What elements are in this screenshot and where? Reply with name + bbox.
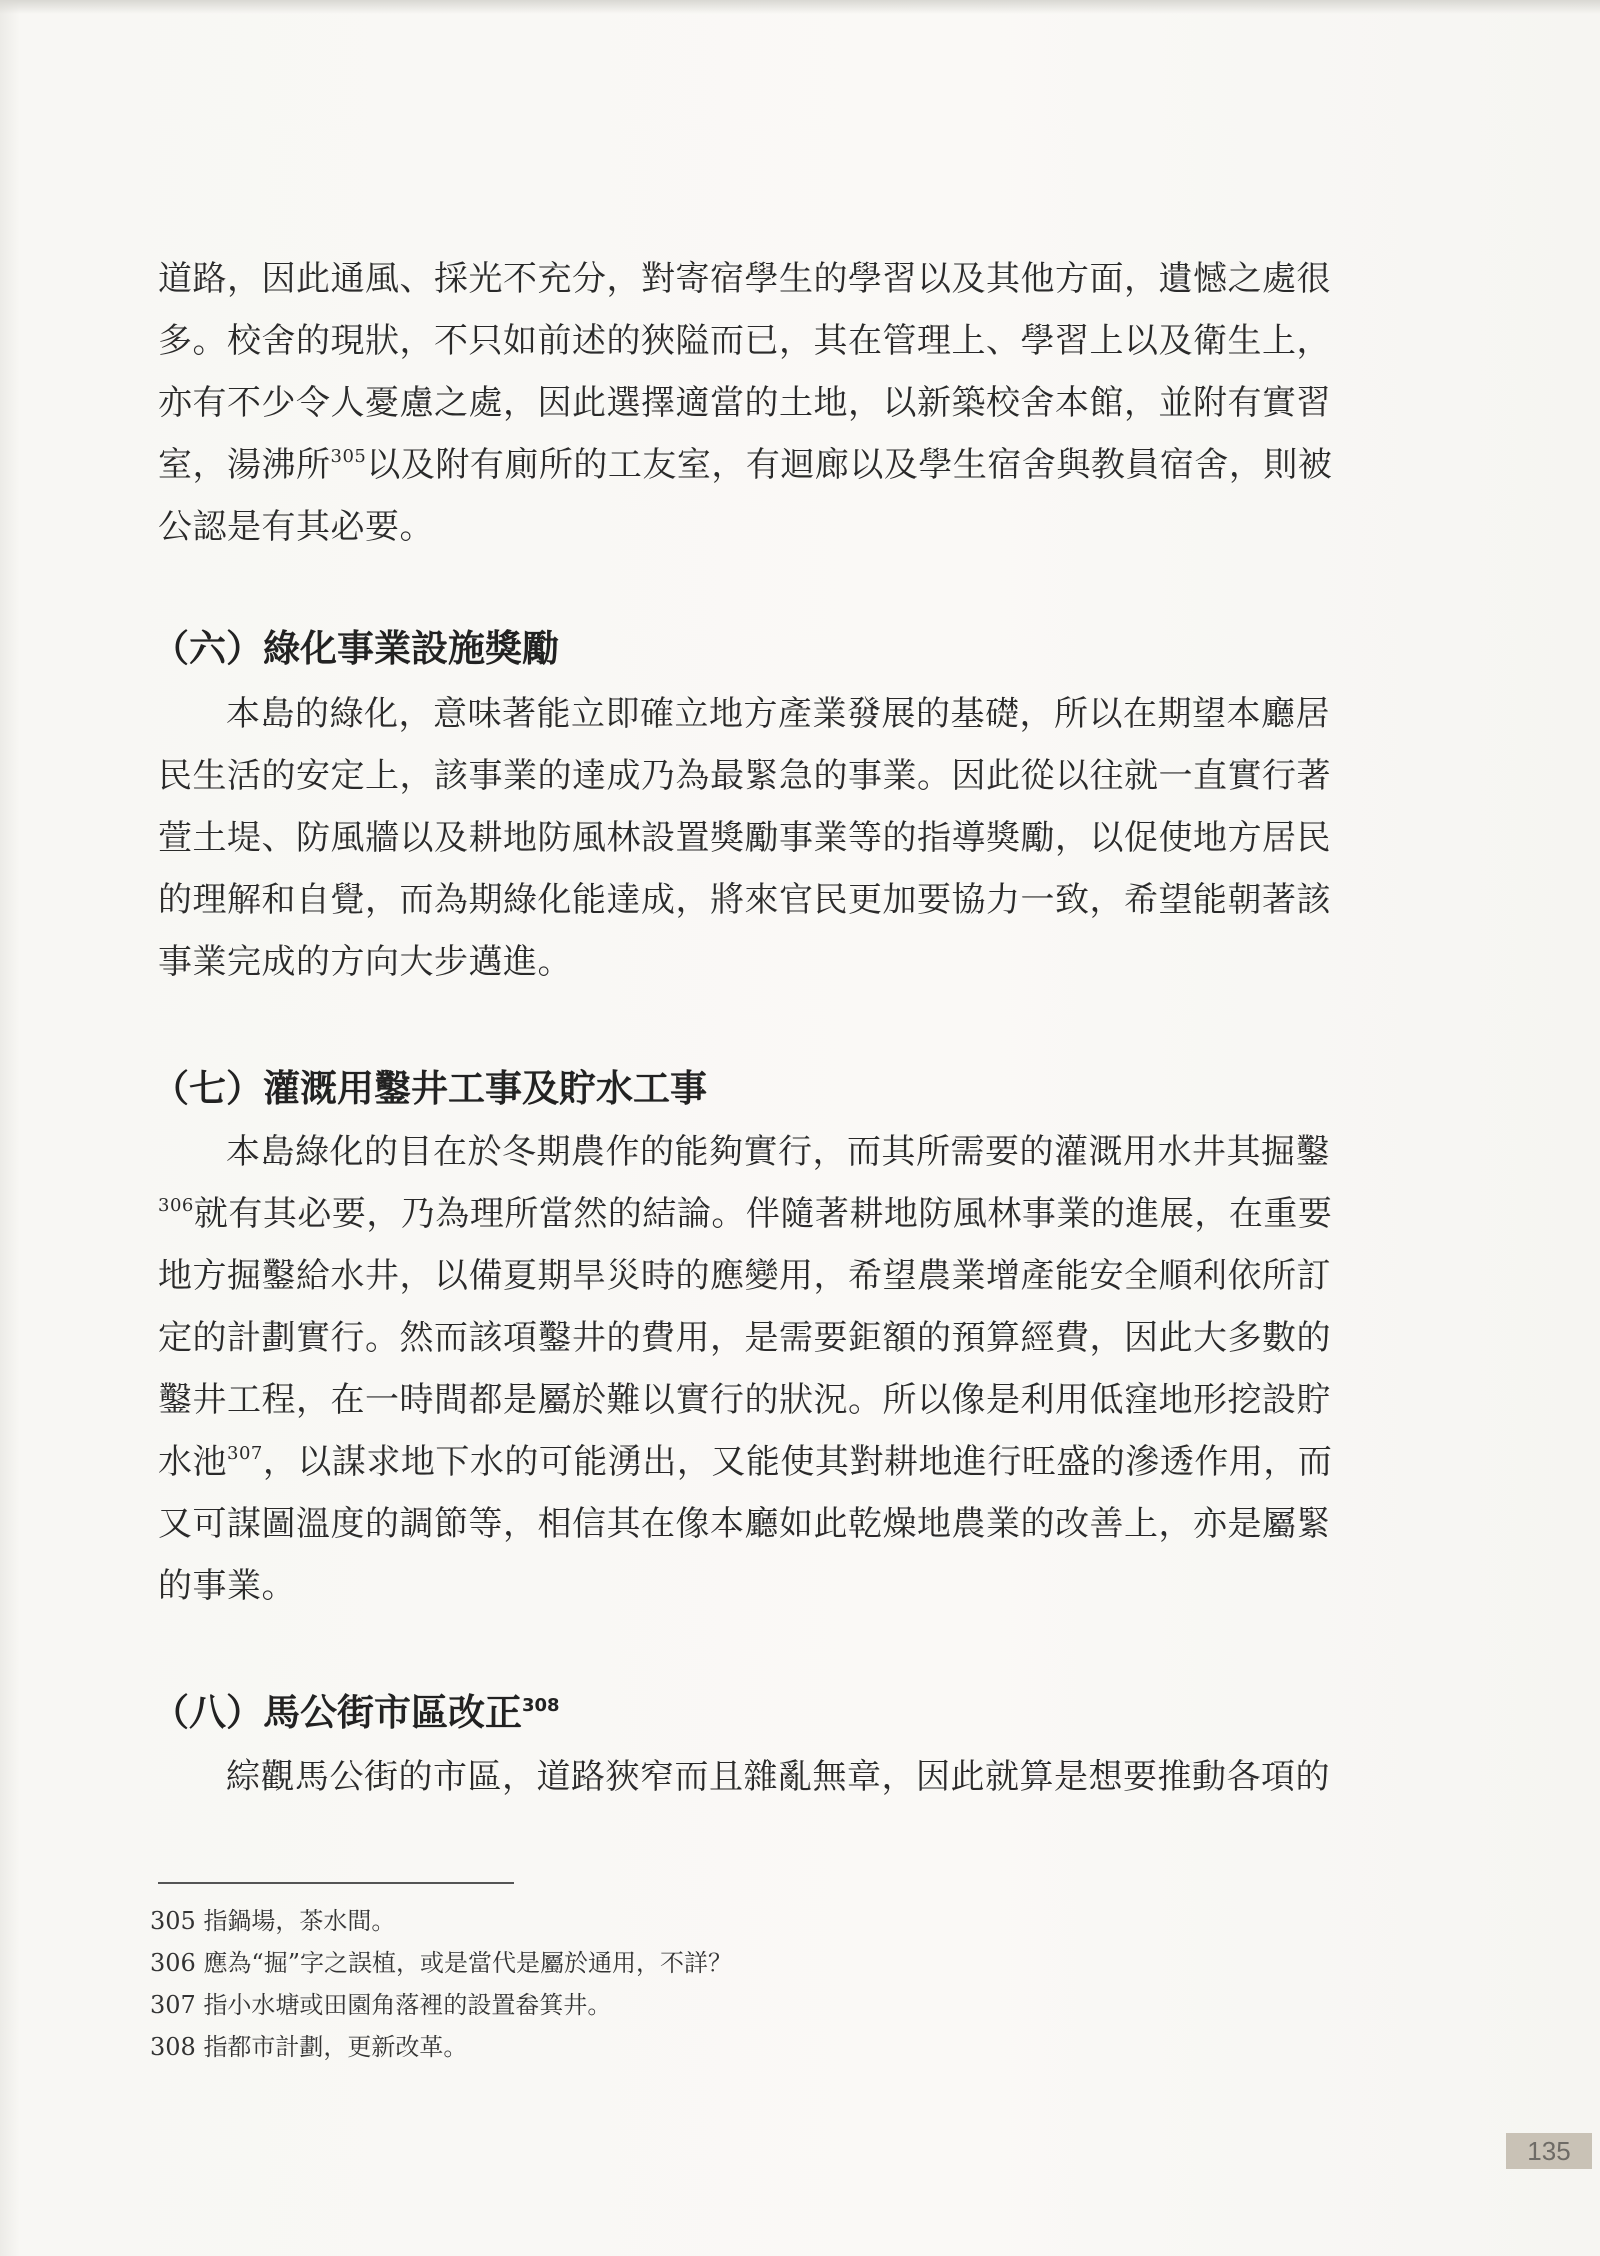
text-line: 事業完成的方向大步邁進。 bbox=[158, 942, 572, 982]
text-line: 又可謀圖溫度的調節等，相信其在像本廳如此乾燥地農業的改善上，亦是屬緊 bbox=[158, 1504, 1331, 1544]
footnote-306: 306 應為“掘”字之誤植，或是當代是屬於通用，不詳？ bbox=[150, 1949, 732, 1977]
text-line: 多。校舍的現狀，不只如前述的狹隘而已，其在管理上、學習上以及衛生上， bbox=[158, 321, 1331, 361]
footnote-307: 307 指小水塘或田園角落裡的設置畚箕井。 bbox=[150, 1991, 612, 2019]
text-line bbox=[158, 434, 1358, 496]
section-heading-6: （六）綠化事業設施獎勵 bbox=[152, 627, 559, 670]
footnote-ref-306: 306 bbox=[158, 1195, 194, 1216]
text-line: 的理解和自覺，而為期綠化能達成，將來官民更加要協力一致，希望能朝著該 bbox=[158, 880, 1331, 920]
text-line bbox=[158, 1183, 1358, 1245]
text-line: 民生活的安定上，該事業的達成乃為最緊急的事業。因此從以往就一直實行著 bbox=[158, 756, 1331, 796]
line-segment: 以及附有廁所的工友室，有迴廊以及學生宿舍與教員宿舍，則被 bbox=[366, 445, 1333, 485]
scan-edge-shadow bbox=[0, 0, 1600, 14]
page-number: 135 bbox=[1506, 2133, 1592, 2169]
text-line: 本島綠化的目在於冬期農作的能夠實行，而其所需要的灌溉用水井其掘鑿 bbox=[226, 1132, 1330, 1172]
section-heading-8 bbox=[152, 1680, 560, 1746]
section-heading-7: （七）灌溉用鑿井工事及貯水工事 bbox=[152, 1067, 707, 1110]
line-segment: ，以謀求地下水的可能湧出，又能使其對耕地進行旺盛的滲透作用，而 bbox=[262, 1442, 1333, 1482]
footnote-305: 305 指鍋場，茶水間。 bbox=[150, 1907, 396, 1935]
text-line: 的事業。 bbox=[158, 1566, 296, 1606]
line-segment: 室，湯沸所 bbox=[158, 445, 331, 485]
text-line: 地方掘鑿給水井，以備夏期旱災時的應變用，希望農業增產能安全順利依所訂 bbox=[158, 1256, 1331, 1296]
footnote-ref-305: 305 bbox=[330, 446, 367, 467]
footnote-ref-308: 308 bbox=[522, 1695, 560, 1716]
section-7-body bbox=[158, 1121, 1358, 1617]
section-8-body bbox=[158, 1746, 1358, 1808]
section-6-body bbox=[158, 683, 1358, 993]
text-line: 道路，因此通風、採光不充分，對寄宿學生的學習以及其他方面，遺憾之處很 bbox=[158, 259, 1331, 299]
intro-paragraph bbox=[158, 248, 1358, 558]
text-line: 鑿井工程，在一時間都是屬於難以實行的狀況。所以像是利用低窪地形挖設貯 bbox=[158, 1380, 1331, 1420]
text-line: 本島的綠化，意味著能立即確立地方產業發展的基礎，所以在期望本廳居 bbox=[226, 694, 1330, 734]
footnote-divider bbox=[158, 1882, 514, 1884]
text-line: 亦有不少令人憂慮之處，因此選擇適當的土地，以新築校舍本館，並附有實習 bbox=[158, 383, 1331, 423]
text-line: 綜觀馬公街的市區，道路狹窄而且雜亂無章，因此就算是想要推動各項的 bbox=[226, 1757, 1330, 1797]
footnote-ref-307: 307 bbox=[227, 1443, 263, 1464]
text-line: 定的計劃實行。然而該項鑿井的費用，是需要鉅額的預算經費，因此大多數的 bbox=[158, 1318, 1331, 1358]
footnotes bbox=[150, 1900, 1050, 2068]
line-segment: 水池 bbox=[158, 1442, 227, 1482]
footnote-308: 308 指都市計劃，更新改革。 bbox=[150, 2033, 468, 2061]
line-segment: 就有其必要，乃為理所當然的結論。伴隨著耕地防風林事業的進展，在重要 bbox=[193, 1194, 1333, 1234]
text-line: 萱土堤、防風牆以及耕地防風林設置獎勵事業等的指導獎勵，以促使地方居民 bbox=[158, 818, 1331, 858]
text-line: 公認是有其必要。 bbox=[158, 507, 434, 547]
heading-text: （八）馬公街市區改正 bbox=[152, 1691, 522, 1734]
text-line bbox=[158, 1431, 1358, 1493]
